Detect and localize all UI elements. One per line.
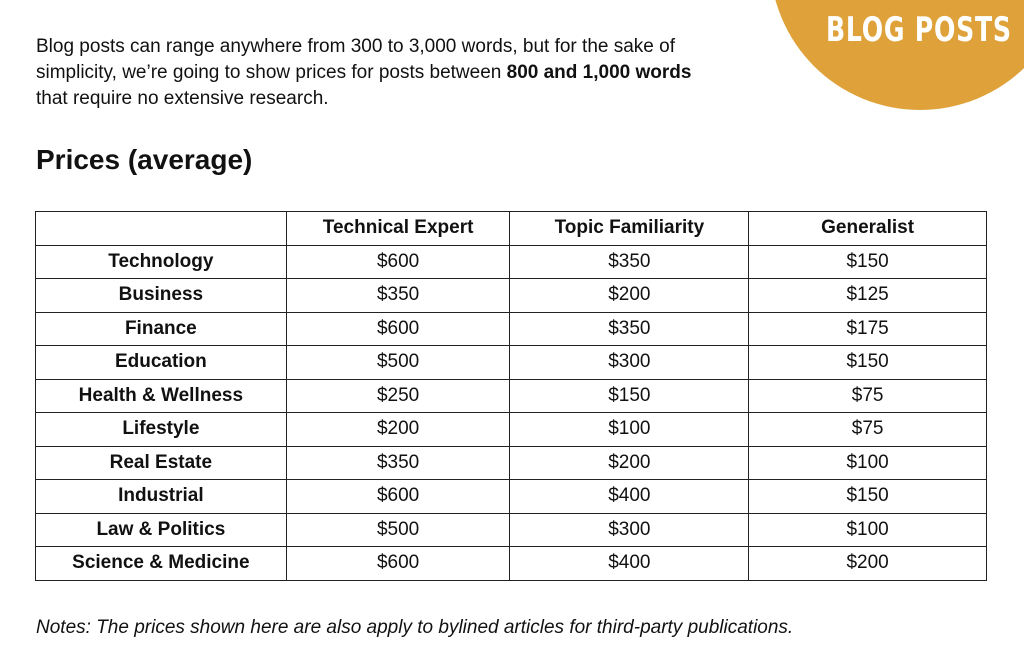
generalist-price: $100	[749, 513, 987, 547]
prices-heading: Prices (average)	[36, 144, 253, 175]
header-technical-expert: Technical Expert	[286, 212, 510, 246]
topic-familiarity-price: $150	[510, 379, 749, 413]
intro-line-1: Blog posts can range anywhere from 300 to 3,000 words, but for the sake of	[36, 36, 675, 57]
category-cell: Real Estate	[36, 446, 287, 480]
technical-expert-price: $600	[286, 245, 510, 279]
category-cell: Education	[36, 346, 287, 380]
technical-expert-price: $200	[286, 413, 510, 447]
generalist-price: $100	[749, 446, 987, 480]
category-cell: Health & Wellness	[36, 379, 287, 413]
generalist-price: $200	[749, 547, 987, 581]
technical-expert-price: $250	[286, 379, 510, 413]
generalist-price: $150	[749, 346, 987, 380]
table-row	[36, 245, 987, 279]
topic-familiarity-price: $400	[510, 547, 749, 581]
table-row	[36, 413, 987, 447]
table-row	[36, 547, 987, 581]
category-cell: Industrial	[36, 480, 287, 514]
header-topic-familiarity: Topic Familiarity	[510, 212, 749, 246]
notes-text: Notes: The prices shown here are also apply to bylined articles for third-party publications.	[36, 617, 794, 638]
table-row	[36, 346, 987, 380]
generalist-price: $75	[749, 379, 987, 413]
blog-posts-badge-label: BLOG POSTS	[826, 10, 1012, 50]
generalist-price: $75	[749, 413, 987, 447]
technical-expert-price: $500	[286, 346, 510, 380]
generalist-price: $125	[749, 279, 987, 313]
topic-familiarity-price: $100	[510, 413, 749, 447]
intro-line-3: that require no extensive research.	[36, 88, 329, 109]
topic-familiarity-price: $200	[510, 446, 749, 480]
intro-line-2: simplicity, we’re going to show prices for posts between	[36, 62, 507, 83]
generalist-price: $150	[749, 245, 987, 279]
topic-familiarity-price: $350	[510, 245, 749, 279]
prices-table	[35, 211, 987, 581]
topic-familiarity-price: $300	[510, 513, 749, 547]
topic-familiarity-price: $200	[510, 279, 749, 313]
table-row	[36, 513, 987, 547]
table-row	[36, 480, 987, 514]
technical-expert-price: $600	[286, 547, 510, 581]
table-row	[36, 446, 987, 480]
category-cell: Science & Medicine	[36, 547, 287, 581]
category-cell: Technology	[36, 245, 287, 279]
table-row	[36, 379, 987, 413]
topic-familiarity-price: $400	[510, 480, 749, 514]
generalist-price: $150	[749, 480, 987, 514]
category-cell: Lifestyle	[36, 413, 287, 447]
header-generalist: Generalist	[749, 212, 987, 246]
technical-expert-price: $600	[286, 480, 510, 514]
header-category	[36, 212, 287, 246]
category-cell: Finance	[36, 312, 287, 346]
table-row	[36, 312, 987, 346]
technical-expert-price: $350	[286, 279, 510, 313]
table-row	[36, 279, 987, 313]
technical-expert-price: $500	[286, 513, 510, 547]
intro-word-range: 800 and 1,000 words	[506, 62, 692, 83]
generalist-price: $175	[749, 312, 987, 346]
category-cell: Business	[36, 279, 287, 313]
table-header-row	[36, 212, 987, 246]
topic-familiarity-price: $300	[510, 346, 749, 380]
topic-familiarity-price: $350	[510, 312, 749, 346]
technical-expert-price: $600	[286, 312, 510, 346]
intro-paragraph	[36, 34, 796, 112]
category-cell: Law & Politics	[36, 513, 287, 547]
technical-expert-price: $350	[286, 446, 510, 480]
